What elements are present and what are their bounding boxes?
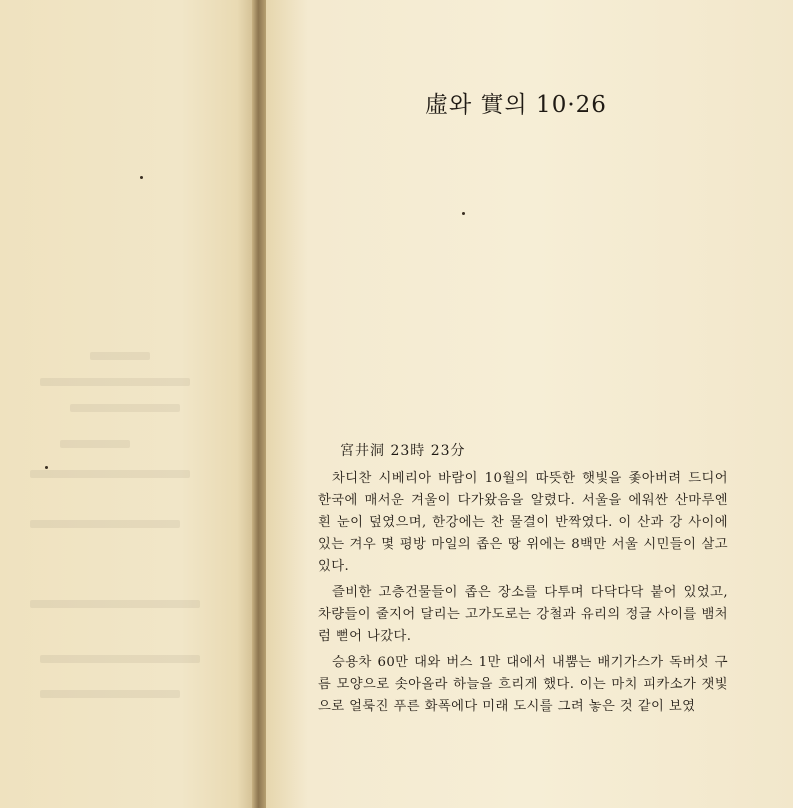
scene-heading: 宮井洞 23時 23分 — [340, 443, 466, 459]
paragraph: 승용차 60만 대와 버스 1만 대에서 내뿜는 배기가스가 독버섯 구름 모양으로 솟아올라 하늘을 흐리게 했다. 이는 마치 피카소가 잿빛으로 얼룩진 푸른 화폭에다 미래 도시를 그려 놓은 것 같이 보였 — [318, 655, 728, 714]
ink-speck — [140, 176, 143, 179]
ink-speck — [462, 212, 465, 215]
paragraph: 차디찬 시베리아 바람이 10월의 따뜻한 햇빛을 좇아버려 드디어 한국에 매서운 겨울이 다가왔음을 알렸다. 서울을 에워싼 산마루엔 흰 눈이 덮였으며, 한강에는 찬 물결이 반짝였다. 이 산과 강 사이에 있는 겨우 몇 평방 마일의 좁은 땅 위에는 8백만 서울 시민들이 살고 있다. — [318, 471, 728, 574]
left-page — [0, 0, 258, 808]
chapter-title: 虛와 實의 10·26 — [425, 92, 607, 118]
book-gutter — [252, 0, 266, 808]
ink-speck — [45, 466, 48, 469]
body-text — [318, 468, 728, 722]
show-through-text — [0, 0, 258, 808]
paragraph: 즐비한 고층건물들이 좁은 장소를 다투며 다닥다닥 붙어 있었고, 차량들이 줄지어 달리는 고가도로는 강철과 유리의 정글 사이를 뱀처럼 뻗어 나갔다. — [318, 585, 728, 644]
